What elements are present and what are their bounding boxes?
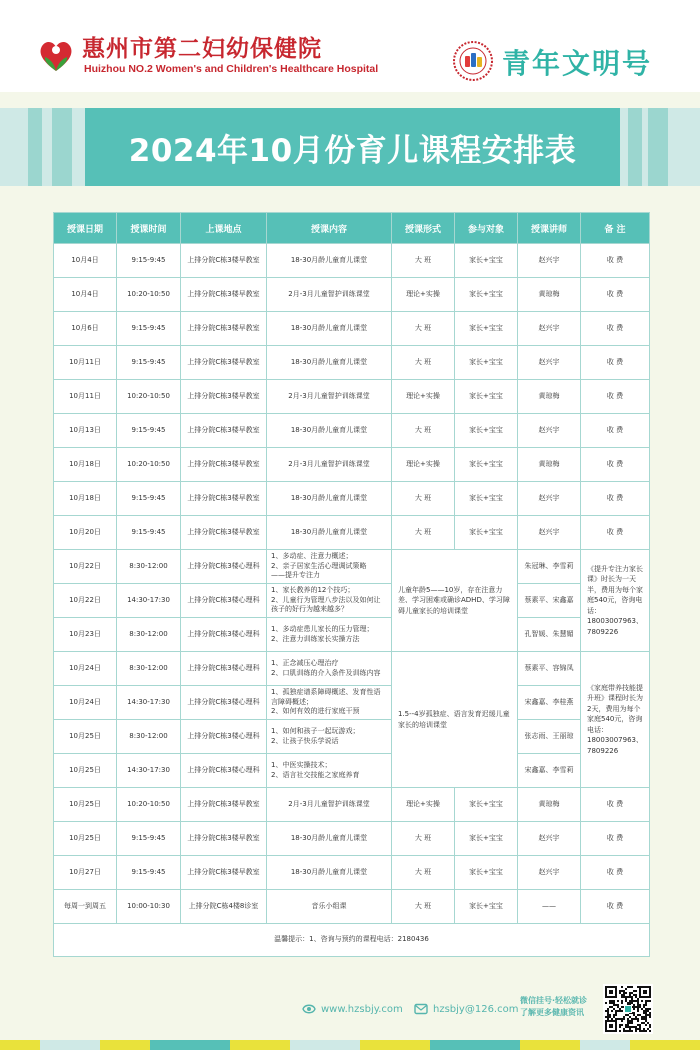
location-cell: 上排分院C栋3楼早教室 (181, 380, 267, 414)
time-cell: 8:30-12:00 (117, 618, 181, 652)
target-cell: 家长+宝宝 (455, 482, 518, 516)
date-cell: 每周一到周五 (54, 890, 117, 924)
footer-tip: 温馨提示：1、咨询与预约的课程电话：2180436 (54, 924, 650, 957)
lecturer-cell: 黄琼梅 (518, 278, 581, 312)
header-content: 授课内容 (267, 213, 392, 244)
time-cell: 8:30-12:00 (117, 550, 181, 584)
form-target-merged-cell: 儿童年龄5——10岁，存在注意力差、学习困难或确诊ADHD、学习障碍儿童家长的培训课堂 (392, 550, 518, 652)
table-row (54, 618, 650, 652)
remark-cell: 收 费 (581, 346, 650, 380)
bottom-decor-stripes (0, 1040, 700, 1050)
time-cell: 9:15-9:45 (117, 414, 181, 448)
form-target-merged-cell: 1.5--4岁孤独症、语言发育迟缓儿童家长的培训课堂 (392, 652, 518, 788)
form-cell: 大 班 (392, 856, 455, 890)
content-cell: 1、家长教养的12个技巧； 2、儿童行为管理八步法以及如何让孩子的好行为越来越多？ (267, 584, 392, 618)
date-cell: 10月13日 (54, 414, 117, 448)
remark-cell: 收 费 (581, 856, 650, 890)
time-cell: 9:15-9:45 (117, 244, 181, 278)
target-cell: 家长+宝宝 (455, 890, 518, 924)
date-cell: 10月20日 (54, 516, 117, 550)
target-cell: 家长+宝宝 (455, 856, 518, 890)
decor-stripe (628, 108, 642, 186)
decor-stripe (52, 108, 72, 186)
date-cell: 10月22日 (54, 584, 117, 618)
lecturer-cell: 赵兴宇 (518, 346, 581, 380)
schedule-table (53, 212, 650, 957)
content-cell: 2月-3月儿童智护训练课堂 (267, 788, 392, 822)
form-cell: 大 班 (392, 346, 455, 380)
content-cell: 18-30月龄儿童育儿课堂 (267, 516, 392, 550)
time-cell: 8:30-12:00 (117, 720, 181, 754)
time-cell: 8:30-12:00 (117, 652, 181, 686)
page-title: 2024年10月份育儿课程安排表 (128, 132, 577, 169)
location-cell: 上排分院C栋3楼心理科 (181, 652, 267, 686)
table-row (54, 278, 650, 312)
remark-merged-cell: 《家庭带养技能提升班》课程时长为2天，费用为每个家庭540元，咨询电话：18003007963、7809226 (581, 652, 650, 788)
content-cell: 2月-3月儿童智护训练课堂 (267, 448, 392, 482)
slogan-line-2: 了解更多健康资讯 (520, 1007, 584, 1017)
header-remark: 备 注 (581, 213, 650, 244)
date-cell: 10月25日 (54, 720, 117, 754)
table-row (54, 584, 650, 618)
target-cell: 家长+宝宝 (455, 414, 518, 448)
lecturer-cell: 赵兴宇 (518, 822, 581, 856)
table-row (54, 482, 650, 516)
target-cell: 家长+宝宝 (455, 448, 518, 482)
form-cell: 大 班 (392, 822, 455, 856)
location-cell: 上排分院C栋3楼早教室 (181, 414, 267, 448)
wechat-qr-code[interactable] (603, 984, 653, 1034)
target-cell: 家长+宝宝 (455, 312, 518, 346)
website-text: www.hzsbjy.com (321, 1003, 403, 1015)
content-cell: 18-30月龄儿童育儿课堂 (267, 312, 392, 346)
time-cell: 10:20-10:50 (117, 448, 181, 482)
date-cell: 10月18日 (54, 482, 117, 516)
form-cell: 大 班 (392, 516, 455, 550)
lecturer-cell: 赵兴宇 (518, 244, 581, 278)
web-icon (302, 1003, 316, 1015)
location-cell: 上排分院C栋3楼心理科 (181, 686, 267, 720)
decor-stripe (28, 108, 42, 186)
target-cell: 家长+宝宝 (455, 822, 518, 856)
table-row (54, 414, 650, 448)
hospital-name-en: Huizhou NO.2 Women's and Children's Healthcare Hospital (84, 63, 379, 75)
target-cell: 家长+宝宝 (455, 346, 518, 380)
footer-slogan (520, 995, 587, 1018)
remark-cell: 收 费 (581, 788, 650, 822)
lecturer-cell: 张志雨、王丽琼 (518, 720, 581, 754)
page-header (0, 0, 700, 92)
email-link[interactable] (414, 1003, 518, 1015)
remark-cell: 收 费 (581, 312, 650, 346)
youth-civilization-badge-icon (452, 40, 494, 82)
table-row (54, 754, 650, 788)
lecturer-cell: 赵兴宇 (518, 482, 581, 516)
target-cell: 家长+宝宝 (455, 244, 518, 278)
location-cell: 上排分院C栋3楼早教室 (181, 312, 267, 346)
location-cell: 上排分院C栋3楼心理科 (181, 754, 267, 788)
slogan-line-1: 微信挂号·轻松就诊 (520, 996, 588, 1005)
time-cell: 9:15-9:45 (117, 346, 181, 380)
website-link[interactable] (302, 1003, 403, 1015)
decor-stripe (648, 108, 668, 186)
header-target: 参与对象 (455, 213, 518, 244)
form-cell: 大 班 (392, 244, 455, 278)
table-row (54, 448, 650, 482)
time-cell: 14:30-17:30 (117, 686, 181, 720)
date-cell: 10月24日 (54, 686, 117, 720)
form-cell: 大 班 (392, 890, 455, 924)
time-cell: 9:15-9:45 (117, 822, 181, 856)
location-cell: 上排分院C栋3楼心理科 (181, 720, 267, 754)
lecturer-cell: 黄琼梅 (518, 448, 581, 482)
lecturer-cell: —— (518, 890, 581, 924)
time-cell: 9:15-9:45 (117, 312, 181, 346)
date-cell: 10月27日 (54, 856, 117, 890)
content-cell: 18-30月龄儿童育儿课堂 (267, 414, 392, 448)
location-cell: 上排分院C栋3楼心理科 (181, 550, 267, 584)
table-row (54, 788, 650, 822)
table-row (54, 312, 650, 346)
content-cell: 1、中医实操技术； 2、语言社交技能之家庭养育 (267, 754, 392, 788)
time-cell: 14:30-17:30 (117, 584, 181, 618)
date-cell: 10月11日 (54, 380, 117, 414)
table-header-row (54, 213, 650, 244)
location-cell: 上排分院C栋3楼早教室 (181, 822, 267, 856)
remark-cell: 收 费 (581, 414, 650, 448)
content-cell: 音乐小组课 (267, 890, 392, 924)
lecturer-cell: 赵兴宇 (518, 414, 581, 448)
time-cell: 14:30-17:30 (117, 754, 181, 788)
lecturer-cell: 蔡素平、宋鑫嘉 (518, 584, 581, 618)
form-cell: 大 班 (392, 482, 455, 516)
hospital-logo-icon (36, 35, 76, 75)
header-time: 授课时间 (117, 213, 181, 244)
remark-cell: 收 费 (581, 482, 650, 516)
date-cell: 10月25日 (54, 822, 117, 856)
lecturer-cell: 赵兴宇 (518, 312, 581, 346)
time-cell: 10:00-10:30 (117, 890, 181, 924)
time-cell: 9:15-9:45 (117, 856, 181, 890)
youth-civilization-badge-text: 青年文明号 (502, 47, 653, 80)
lecturer-cell: 赵兴宇 (518, 856, 581, 890)
time-cell: 9:15-9:45 (117, 482, 181, 516)
date-cell: 10月24日 (54, 652, 117, 686)
table-row (54, 822, 650, 856)
table-row (54, 346, 650, 380)
content-cell: 1、正念减压心理治疗 2、口肌训练的介入条件及训练内容 (267, 652, 392, 686)
location-cell: 上排分院C栋3楼早教室 (181, 516, 267, 550)
table-row (54, 516, 650, 550)
date-cell: 10月6日 (54, 312, 117, 346)
title-band (0, 108, 700, 186)
location-cell: 上排分院C栋3楼早教室 (181, 448, 267, 482)
location-cell: 上排分院C栋3楼早教室 (181, 244, 267, 278)
table-row (54, 686, 650, 720)
remark-cell: 收 费 (581, 890, 650, 924)
lecturer-cell: 赵兴宇 (518, 516, 581, 550)
remark-cell: 收 费 (581, 278, 650, 312)
table-row (54, 380, 650, 414)
title-box (85, 108, 620, 186)
lecturer-cell: 宋鑫嘉、李桂燕 (518, 686, 581, 720)
remark-cell: 收 费 (581, 244, 650, 278)
content-cell: 2月-3月儿童智护训练课堂 (267, 380, 392, 414)
date-cell: 10月25日 (54, 754, 117, 788)
header-form: 授课形式 (392, 213, 455, 244)
target-cell: 家长+宝宝 (455, 788, 518, 822)
hospital-name-cn: 惠州市第二妇幼保健院 (82, 35, 322, 62)
target-cell: 家长+宝宝 (455, 278, 518, 312)
location-cell: 上排分院C栋3楼早教室 (181, 346, 267, 380)
content-cell: 1、多动症患儿家长的压力管理； 2、注意力训练家长实操方法 (267, 618, 392, 652)
date-cell: 10月11日 (54, 346, 117, 380)
form-cell: 理论+实操 (392, 448, 455, 482)
tip-row (54, 924, 650, 957)
date-cell: 10月25日 (54, 788, 117, 822)
lecturer-cell: 黄琼梅 (518, 380, 581, 414)
target-cell: 家长+宝宝 (455, 380, 518, 414)
header-lecturer: 授课讲师 (518, 213, 581, 244)
content-cell: 18-30月龄儿童育儿课堂 (267, 856, 392, 890)
time-cell: 10:20-10:50 (117, 278, 181, 312)
remark-cell: 收 费 (581, 380, 650, 414)
location-cell: 上排分院C栋3楼心理科 (181, 584, 267, 618)
date-cell: 10月4日 (54, 278, 117, 312)
location-cell: 上排分院C栋3楼早教室 (181, 856, 267, 890)
form-cell: 理论+实操 (392, 788, 455, 822)
lecturer-cell: 宋鑫嘉、李雪莉 (518, 754, 581, 788)
header-location: 上课地点 (181, 213, 267, 244)
time-cell: 10:20-10:50 (117, 380, 181, 414)
remark-merged-cell: 《提升专注力家长课》时长为一天半，费用为每个家庭540元，咨询电话：18003007963、7809226 (581, 550, 650, 652)
header-date: 授课日期 (54, 213, 117, 244)
remark-cell: 收 费 (581, 822, 650, 856)
lecturer-cell: 黄琼梅 (518, 788, 581, 822)
content-cell: 1、孤独症谱系障碍概述、发育性语言障碍概述； 2、如何有效的进行家庭干预 (267, 686, 392, 720)
form-cell: 理论+实操 (392, 278, 455, 312)
content-cell: 18-30月龄儿童育儿课堂 (267, 346, 392, 380)
lecturer-cell: 蔡素平、容锦凤 (518, 652, 581, 686)
email-text: hzsbjy@126.com (433, 1003, 519, 1015)
content-cell: 18-30月龄儿童育儿课堂 (267, 244, 392, 278)
content-cell: 18-30月龄儿童育儿课堂 (267, 822, 392, 856)
content-cell: 18-30月龄儿童育儿课堂 (267, 482, 392, 516)
location-cell: 上排分院C栋3楼早教室 (181, 788, 267, 822)
remark-cell: 收 费 (581, 516, 650, 550)
lecturer-cell: 孔智媛、朱慧媚 (518, 618, 581, 652)
content-cell: 1、如何和孩子一起玩游戏； 2、让孩子快乐学说话 (267, 720, 392, 754)
table-row (54, 720, 650, 754)
table-row (54, 550, 650, 584)
table-row (54, 652, 650, 686)
location-cell: 上排分院C栋3楼早教室 (181, 482, 267, 516)
content-cell: 2月-3月儿童智护训练课堂 (267, 278, 392, 312)
date-cell: 10月22日 (54, 550, 117, 584)
time-cell: 10:20-10:50 (117, 788, 181, 822)
form-cell: 大 班 (392, 312, 455, 346)
date-cell: 10月23日 (54, 618, 117, 652)
location-cell: 上排分院C栋3楼早教室 (181, 278, 267, 312)
time-cell: 9:15-9:45 (117, 516, 181, 550)
location-cell: 上排分院C栋3楼心理科 (181, 618, 267, 652)
lecturer-cell: 朱冠琳、李雪莉 (518, 550, 581, 584)
mail-icon (414, 1003, 428, 1015)
target-cell: 家长+宝宝 (455, 516, 518, 550)
table-row (54, 244, 650, 278)
remark-cell: 收 费 (581, 448, 650, 482)
form-cell: 理论+实操 (392, 380, 455, 414)
date-cell: 10月18日 (54, 448, 117, 482)
table-row (54, 890, 650, 924)
form-cell: 大 班 (392, 414, 455, 448)
location-cell: 上排分院C栋4楼8诊室 (181, 890, 267, 924)
content-cell: 1、多动症、注意力概述； 2、亲子居家生活心理调试策略 ——提升专注力 (267, 550, 392, 584)
table-row (54, 856, 650, 890)
schedule-table-wrap (53, 212, 649, 957)
date-cell: 10月4日 (54, 244, 117, 278)
